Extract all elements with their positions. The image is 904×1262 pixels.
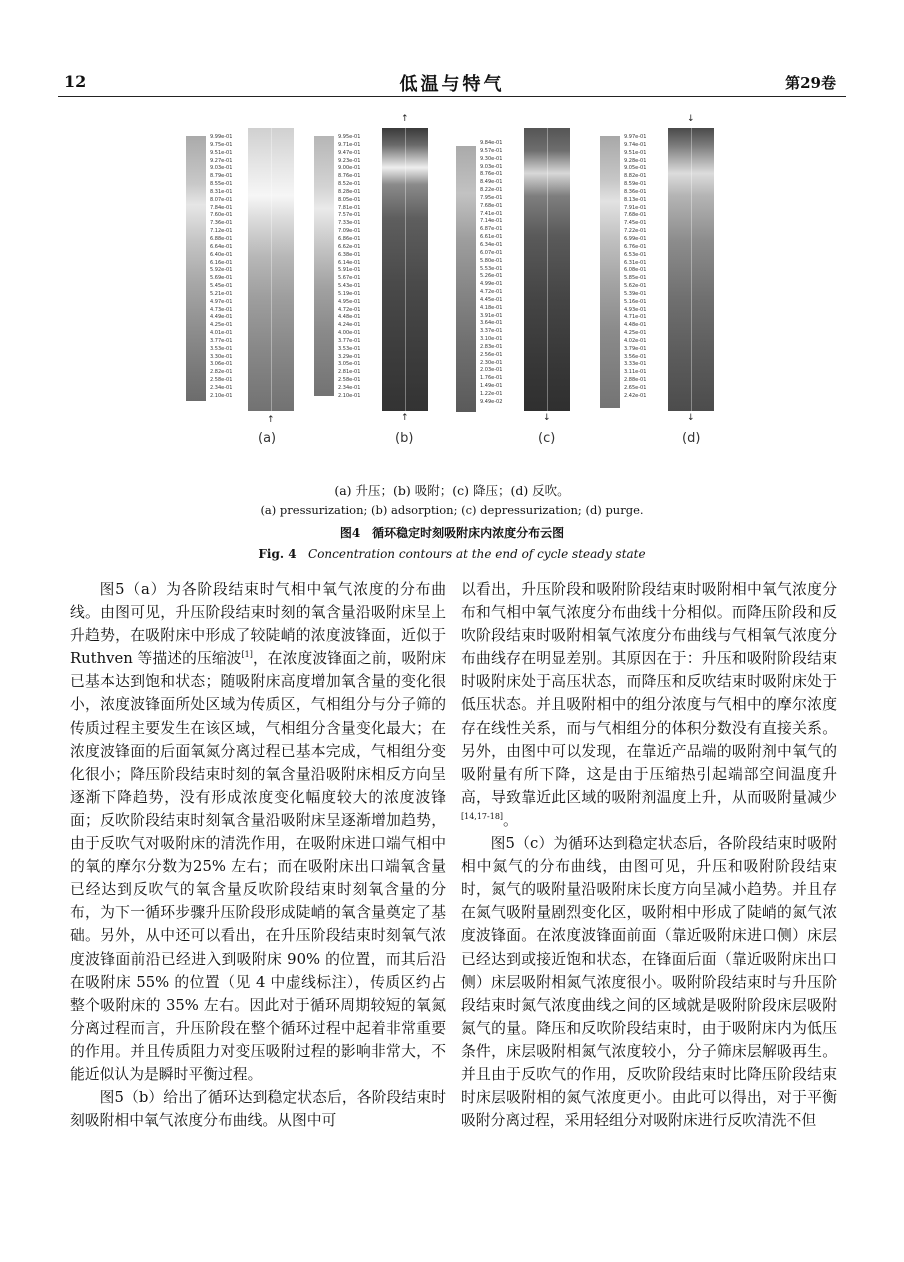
tick-label: 5.16e-01 — [624, 298, 647, 305]
tick-label: 8.52e-01 — [338, 181, 361, 188]
tick-label: 3.64e-01 — [480, 320, 503, 327]
page-header — [58, 68, 846, 94]
tick-label: 5.62e-01 — [624, 283, 647, 290]
tick-label: 7.68e-01 — [624, 212, 647, 219]
tick-label: 9.03e-01 — [210, 165, 233, 172]
tick-label: 3.11e-01 — [624, 369, 647, 376]
tick-label: 6.08e-01 — [624, 267, 647, 274]
figure-number-en: Fig. 4 — [258, 547, 297, 561]
tick-label: 5.92e-01 — [210, 267, 233, 274]
tick-label: 2.34e-01 — [338, 385, 361, 391]
tick-label: 4.72e-01 — [480, 289, 503, 296]
panel-label: (d) — [682, 431, 701, 446]
tick-label: 7.60e-01 — [210, 212, 233, 219]
tick-label: 3.06e-01 — [210, 361, 233, 368]
figure-title-en: Concentration contours at the end of cycle steady state — [308, 547, 646, 561]
tick-label: 6.86e-01 — [338, 235, 361, 242]
tick-label: 5.19e-01 — [338, 290, 361, 297]
tick-label: 5.45e-01 — [210, 283, 233, 290]
tick-label: 3.30e-01 — [210, 353, 233, 360]
figure-4 — [170, 108, 730, 468]
tick-label: 5.26e-01 — [480, 273, 503, 280]
tick-label: 7.41e-01 — [480, 210, 503, 217]
tick-label: 6.62e-01 — [338, 243, 361, 250]
tick-label: 2.82e-01 — [210, 369, 233, 376]
tick-label: 2.65e-01 — [624, 385, 647, 391]
color-scale-bar — [314, 136, 334, 396]
adsorption-bed-contour — [248, 128, 294, 411]
scale-ticks — [624, 134, 662, 401]
tick-label: 6.40e-01 — [210, 251, 233, 258]
tick-label: 2.56e-01 — [480, 351, 503, 358]
panel-label: (c) — [538, 431, 556, 446]
tick-label: 4.71e-01 — [624, 314, 647, 321]
tick-label: 2.10e-01 — [338, 392, 361, 399]
tick-label: 4.72e-01 — [338, 306, 361, 313]
tick-label: 9.23e-01 — [338, 157, 361, 164]
tick-label: 5.80e-01 — [480, 257, 503, 264]
panel-label: (b) — [395, 431, 414, 446]
tick-label: 6.14e-01 — [338, 259, 361, 266]
tick-label: 4.48e-01 — [338, 314, 361, 321]
tick-label: 2.03e-01 — [480, 367, 503, 374]
color-scale-bar — [456, 146, 476, 412]
tick-label: 8.49e-01 — [480, 179, 503, 186]
tick-label: 9.49e-02 — [480, 398, 503, 405]
tick-label: 8.13e-01 — [624, 196, 647, 203]
tick-label: 3.53e-01 — [338, 345, 361, 352]
tick-label: 7.36e-01 — [210, 220, 233, 227]
tick-label: 9.99e-01 — [210, 134, 233, 140]
panel-label: (a) — [258, 431, 277, 446]
tick-label: 5.69e-01 — [210, 275, 233, 282]
tick-label: 6.34e-01 — [480, 241, 503, 248]
tick-label: 7.22e-01 — [624, 228, 647, 235]
tick-label: 5.91e-01 — [338, 267, 361, 274]
tick-label: 9.03e-01 — [480, 163, 503, 170]
tick-label: 8.28e-01 — [338, 188, 361, 195]
tick-label: 7.91e-01 — [624, 204, 647, 211]
tick-label: 2.83e-01 — [480, 343, 503, 350]
tick-label: 5.53e-01 — [480, 265, 503, 272]
panel-a — [170, 108, 300, 468]
tick-label: 6.88e-01 — [210, 235, 233, 242]
tick-label: 8.55e-01 — [210, 181, 233, 188]
tick-label: 3.77e-01 — [338, 337, 361, 344]
tick-label: 9.71e-01 — [338, 141, 361, 148]
tick-label: 6.99e-01 — [624, 235, 647, 242]
tick-label: 2.81e-01 — [338, 369, 361, 376]
tick-label: 9.95e-01 — [338, 134, 361, 140]
tick-label: 3.29e-01 — [338, 353, 361, 360]
body-column-left — [70, 578, 446, 1132]
tick-label: 9.97e-01 — [624, 134, 647, 140]
scale-ticks — [480, 140, 518, 407]
figure-caption-title-en — [0, 547, 904, 561]
tick-label: 9.84e-01 — [480, 140, 503, 146]
tick-label: 4.95e-01 — [338, 298, 361, 305]
tick-label: 9.57e-01 — [480, 147, 503, 154]
tick-label: 6.64e-01 — [210, 243, 233, 250]
tick-label: 2.30e-01 — [480, 359, 503, 366]
tick-label: 4.99e-01 — [480, 281, 503, 288]
tick-label: 7.45e-01 — [624, 220, 647, 227]
flow-arrow-icon: ↑ — [401, 114, 409, 124]
tick-label: 5.39e-01 — [624, 290, 647, 297]
tick-label: 4.49e-01 — [210, 314, 233, 321]
tick-label: 4.00e-01 — [338, 330, 361, 337]
tick-label: 7.84e-01 — [210, 204, 233, 211]
tick-label: 6.38e-01 — [338, 251, 361, 258]
tick-label: 9.51e-01 — [210, 149, 233, 156]
tick-label: 6.76e-01 — [624, 243, 647, 250]
tick-label: 4.48e-01 — [624, 322, 647, 329]
tick-label: 8.76e-01 — [480, 171, 503, 178]
tick-label: 5.43e-01 — [338, 283, 361, 290]
flow-arrow-icon: ↑ — [401, 413, 409, 423]
tick-label: 7.95e-01 — [480, 194, 503, 201]
header-rule — [58, 96, 846, 97]
paragraph: 图5（c）为循环达到稳定状态后，各阶段结束时吸附相中氮气的分布曲线，由图可见，升压和吸附阶段结束时，氮气的吸附量沿吸附床长度方向呈减小趋势。并且存在氮气吸附量剧烈变化区，吸附相中形成了陡峭的氮气浓度波锋面。在浓度波锋面前面（靠近吸附床进口侧）床层已经达到或接近饱和状态，在锋面后面（靠近吸附床出口侧）床层吸附相氮气浓度很小。吸附阶段结束时与升压阶段结束时氮气浓度曲线之间的区域就是吸附阶段床层吸附氮气的量。降压和反吹阶段结束时，由于吸附床内为低压条件，床层吸附相氮气浓度较小，分子筛床层解吸再生。并且由于反吹气的作用，反吹阶段结束时比降压阶段结束时床层吸附相的氮气浓度更小。由此可以得出，对于平衡吸附分离过程，采用轻组分对吸附床进行反吹清洗不但 — [461, 835, 837, 1130]
tick-label: 3.10e-01 — [480, 336, 503, 343]
tick-label: 3.53e-01 — [210, 345, 233, 352]
tick-label: 4.01e-01 — [210, 330, 233, 337]
tick-label: 3.77e-01 — [210, 337, 233, 344]
tick-label: 1.22e-01 — [480, 391, 503, 397]
figure-caption-labels-cn: (a) 升压；(b) 吸附；(c) 降压；(d) 反吹。 — [334, 483, 570, 498]
tick-label: 4.97e-01 — [210, 298, 233, 305]
tick-label: 6.07e-01 — [480, 249, 503, 256]
adsorption-bed-contour — [668, 128, 714, 411]
tick-label: 9.75e-01 — [210, 141, 233, 148]
tick-label: 4.25e-01 — [210, 322, 233, 329]
tick-label: 8.22e-01 — [480, 187, 503, 194]
scale-ticks — [210, 134, 248, 401]
tick-label: 9.47e-01 — [338, 149, 361, 156]
tick-label: 8.36e-01 — [624, 188, 647, 195]
tick-label: 8.79e-01 — [210, 173, 233, 180]
panel-c — [456, 108, 586, 468]
tick-label: 2.58e-01 — [338, 377, 361, 384]
tick-label: 4.25e-01 — [624, 330, 647, 337]
tick-label: 8.59e-01 — [624, 181, 647, 188]
tick-label: 8.82e-01 — [624, 173, 647, 180]
panel-d — [598, 108, 728, 468]
tick-label: 8.31e-01 — [210, 188, 233, 195]
tick-label: 2.58e-01 — [210, 377, 233, 384]
figure-caption-title-cn: 图4 循环稳定时刻吸附床内浓度分布云图 — [339, 526, 565, 540]
flow-arrow-icon: ↓ — [687, 413, 695, 423]
tick-label: 3.91e-01 — [480, 312, 503, 319]
page-number: 12 — [64, 72, 87, 91]
tick-label: 7.12e-01 — [210, 228, 233, 235]
tick-label: 3.79e-01 — [624, 345, 647, 352]
volume-label: 第29卷 — [785, 74, 836, 92]
tick-label: 4.45e-01 — [480, 296, 503, 303]
tick-label: 9.28e-01 — [624, 157, 647, 164]
tick-label: 8.05e-01 — [338, 196, 361, 203]
tick-label: 7.09e-01 — [338, 228, 361, 235]
tick-label: 4.73e-01 — [210, 306, 233, 313]
tick-label: 4.18e-01 — [480, 304, 503, 311]
tick-label: 6.87e-01 — [480, 226, 503, 233]
color-scale-bar — [600, 136, 620, 408]
tick-label: 3.33e-01 — [624, 361, 647, 368]
tick-label: 2.34e-01 — [210, 385, 233, 391]
tick-label: 6.61e-01 — [480, 234, 503, 241]
tick-label: 6.31e-01 — [624, 259, 647, 266]
paragraph: 图5（a）为各阶段结束时气相中氧气浓度的分布曲线。由图可见，升压阶段结束时刻的氧含量沿吸附床呈上升趋势，在吸附床中形成了较陡峭的浓度波锋面，近似于 Ruthven 等描述的压缩波[1]，在浓度波锋面之前，吸附床已基本达到饱和状态；随吸附床高度增加氧含量的变化很小，浓度波锋面所处区域为传质区，气相组分与分子筛的传质过程主要发生在该区域，气相组分含量变化最大；在浓度波锋面的后面氧氮分离过程已基本完成，气相组分变化很小；降压阶段结束时刻的氧含量沿吸附床相反方向呈逐渐下降趋势，没有形成浓度变化幅度较大的浓度波锋面；反吹阶段结束时刻氧含量沿吸附床呈逐渐增加趋势，由于反吹气对吸附床的清洗作用，在吸附床进口端气相中的氧的摩尔分数为25% 左右；而在吸附床出口端氧含量已经达到反吹气的氧含量反吹阶段结束时刻氧含量的分布，为下一循环步骤升压阶段形成陡峭的氧含量奠定了基础。另外，从中还可以看出，在升压阶段结束时刻氧气浓度波锋面前沿已经进入到吸附床 90% 的位置，而其后沿在吸附床 55% 的位置（见 4 中虚线标注），传质区约占整个吸附床的 35% 左右。因此对于循环周期较短的氧氮分离过程而言，升压阶段在整个循环过程中起着非常重要的作用。并且传质阻力对变压吸附过程的影响非常大，不能近似认为是瞬时平衡过程。 — [70, 581, 446, 1083]
tick-label: 9.05e-01 — [624, 165, 647, 172]
scale-ticks — [338, 134, 376, 401]
tick-label: 1.76e-01 — [480, 375, 503, 382]
tick-label: 5.67e-01 — [338, 275, 361, 282]
tick-label: 9.27e-01 — [210, 157, 233, 164]
tick-label: 6.16e-01 — [210, 259, 233, 266]
color-scale-bar — [186, 136, 206, 401]
adsorption-bed-contour — [524, 128, 570, 411]
tick-label: 7.33e-01 — [338, 220, 361, 227]
tick-label: 3.56e-01 — [624, 353, 647, 360]
tick-label: 5.21e-01 — [210, 290, 233, 297]
tick-label: 1.49e-01 — [480, 383, 503, 390]
citation: [14,17-18] — [461, 812, 504, 822]
tick-label: 2.42e-01 — [624, 392, 647, 399]
tick-label: 4.24e-01 — [338, 322, 361, 329]
adsorption-bed-contour — [382, 128, 428, 411]
tick-label: 7.68e-01 — [480, 202, 503, 209]
citation: [1] — [241, 650, 253, 660]
tick-label: 3.37e-01 — [480, 328, 503, 335]
tick-label: 3.05e-01 — [338, 361, 361, 368]
panel-b — [310, 108, 440, 468]
tick-label: 9.51e-01 — [624, 149, 647, 156]
tick-label: 6.53e-01 — [624, 251, 647, 258]
tick-label: 8.76e-01 — [338, 173, 361, 180]
tick-label: 9.30e-01 — [480, 155, 503, 162]
flow-arrow-icon: ↑ — [267, 415, 275, 425]
tick-label: 2.88e-01 — [624, 377, 647, 384]
tick-label: 7.81e-01 — [338, 204, 361, 211]
paragraph: 图5（b）给出了循环达到稳定状态后，各阶段结束时刻吸附相中氧气浓度分布曲线。从图中可 — [70, 1089, 446, 1130]
tick-label: 4.93e-01 — [624, 306, 647, 313]
flow-arrow-icon: ↓ — [543, 413, 551, 423]
tick-label: 4.02e-01 — [624, 337, 647, 344]
paragraph: 以看出，升压阶段和吸附阶段结束时吸附相中氧气浓度分布和气相中氧气浓度分布曲线十分相似。而降压阶段和反吹阶段结束时吸附相氧气浓度分布曲线与气相氧气浓度分布曲线存在明显差别。其原因在于：升压和吸附阶段结束时吸附床处于高压状态，而降压和反吹结束时吸附床处于低压状态。并且吸附相中的组分浓度与气相中的摩尔浓度存在线性关系，而与气相组分的体积分数没有直接关系。另外，由图中可以发现，在靠近产品端的吸附剂中氧气的吸附量有所下降，这是由于压缩热引起端部空间温度升高，导致靠近此区域的吸附剂温度上升，从而吸附量减少[14,17-18]。 — [461, 581, 837, 829]
journal-title: 低温与特气 — [399, 74, 505, 95]
tick-label: 8.07e-01 — [210, 196, 233, 203]
figure-caption-labels-en: (a) pressurization; (b) adsorption; (c) depressurization; (d) purge. — [260, 503, 644, 517]
flow-arrow-icon: ↓ — [687, 114, 695, 124]
body-column-right — [461, 578, 837, 1132]
tick-label: 2.10e-01 — [210, 392, 233, 399]
tick-label: 9.74e-01 — [624, 141, 647, 148]
tick-label: 5.85e-01 — [624, 275, 647, 282]
tick-label: 7.57e-01 — [338, 212, 361, 219]
tick-label: 7.14e-01 — [480, 218, 503, 225]
tick-label: 9.00e-01 — [338, 165, 361, 172]
